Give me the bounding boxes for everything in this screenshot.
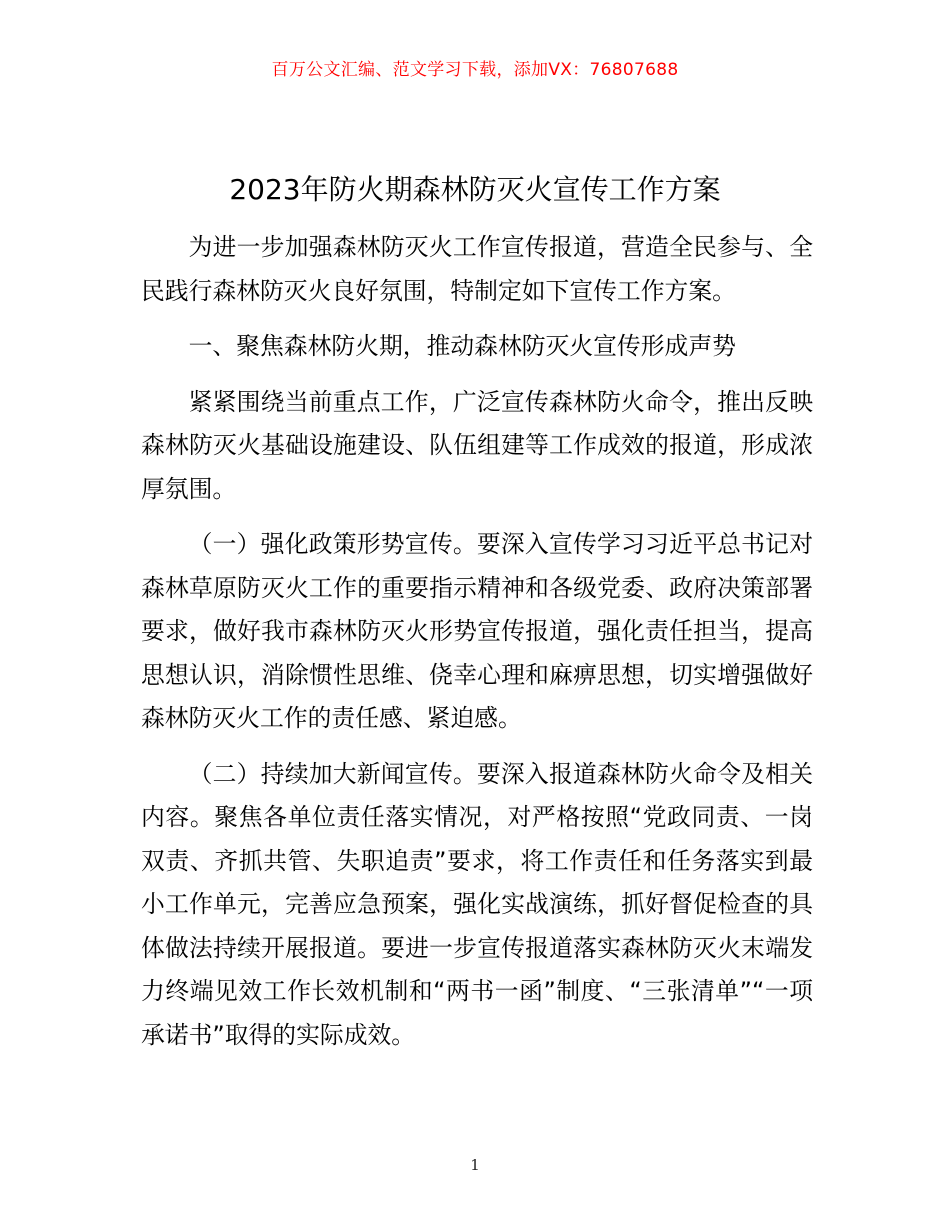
subsection-1-paragraph: （一）强化政策形势宣传。要深入宣传学习习近平总书记对森林草原防灭火工作的重要指示精神和各级党委、政府决策部署要求，做好我市森林防灭火形势宣传报道，强化责任担当，提高思想认识，消除惯性思维、侥幸心理和麻痹思想，切实增强做好森林防灭火工作的责任感、紧迫感。 xyxy=(141,530,813,732)
document-title: 2023年防火期森林防灭火宣传工作方案 xyxy=(229,173,721,206)
section-heading-1: 一、聚焦森林防火期，推动森林防灭火宣传形成声势 xyxy=(188,332,736,360)
header-note: 百万公文汇编、范文学习下载，添加VX：76807688 xyxy=(271,60,679,80)
intro-paragraph: 为进一步加强森林防灭火工作宣传报道，营造全民参与、全民践行森林防灭火良好氛围，特制定如下宣传工作方案。 xyxy=(141,233,813,305)
subsection-2-paragraph: （二）持续加大新闻宣传。要深入报道森林防火命令及相关内容。聚焦各单位责任落实情况，对严格按照“党政同责、一岗双责、齐抓共管、失职追责”要求，将工作责任和任务落实到最小工作单元，完善应急预案，强化实战演练，抓好督促检查的具体做法持续开展报道。要进一步宣传报道落实森林防灭火末端发力终端见效工作长效机制和“两书一函”制度、“三张清单”“一项承诺书”取得的实际成效。 xyxy=(141,759,813,1049)
page-number: 1 xyxy=(470,1156,480,1174)
document-body xyxy=(141,226,813,1069)
section-1-paragraph: 紧紧围绕当前重点工作，广泛宣传森林防火命令，推出反映森林防灭火基础设施建设、队伍组建等工作成效的报道，形成浓厚氛围。 xyxy=(141,387,813,503)
